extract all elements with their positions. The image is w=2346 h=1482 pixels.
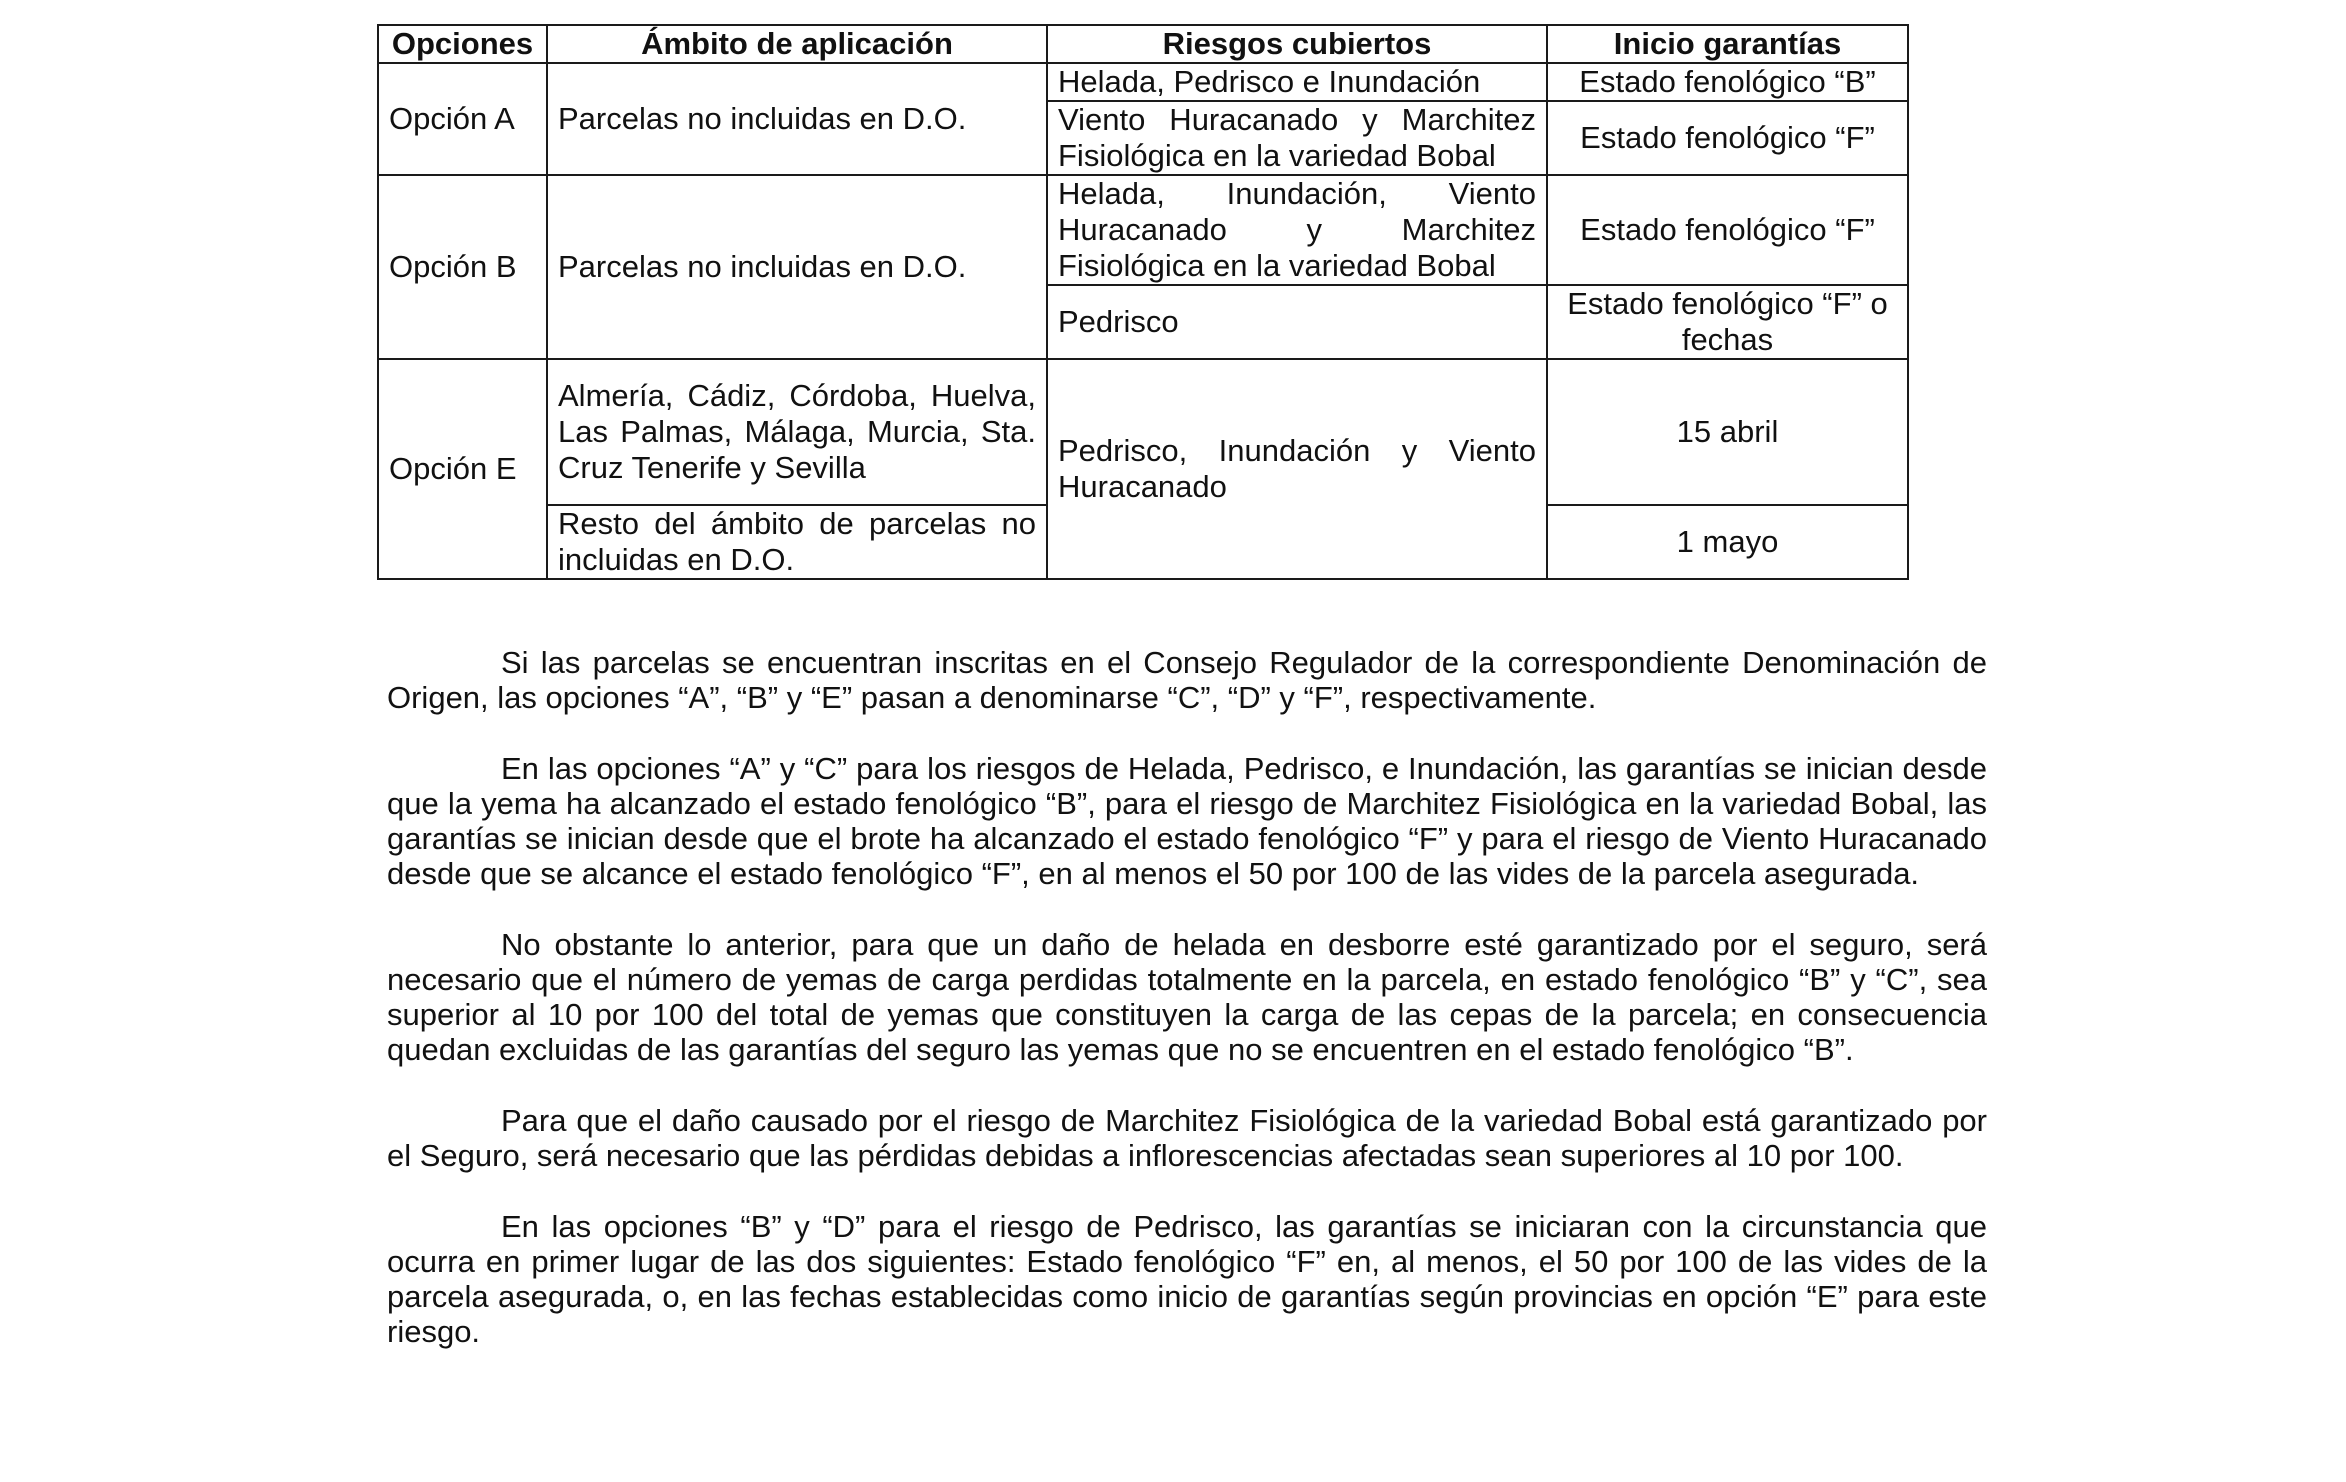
paragraph-opciones-b-d: En las opciones “B” y “D” para el riesgo de Pedrisco, las garantías se iniciaran con la circunstancia que ocurra en primer lugar de las dos siguientes: Estado fenológico “F” en, al menos, el 50 por 100 de las vides de la parcela asegurada, o, en las fechas establecidas como inicio de garantías según provincias en opción “E” para este riesgo. [387, 1209, 1987, 1349]
paragraph-denominacion: Si las parcelas se encuentran inscritas en el Consejo Regulador de la correspondiente Denominación de Origen, las opciones “A”, “B” y “E” pasan a denominarse “C”, “D” y “F”, respectivamente. [387, 645, 1987, 715]
paragraph-helada-desborre: No obstante lo anterior, para que un daño de helada en desborre esté garantizado por el seguro, será necesario que el número de yemas de carga perdidas totalmente en la parcela, en estado fenológico “B” y “C”, sea superior al 10 por 100 del total de yemas que constituyen la carga de las cepas de la parcela; en consecuencia quedan excluidas de las garantías del seguro las yemas que no se encuentren en el estado fenológico “B”. [387, 927, 1987, 1067]
option-b-inicio-2: Estado fenológico “F” o fechas [1547, 285, 1908, 359]
option-e-ambito-1: Almería, Cádiz, Córdoba, Huelva, Las Palmas, Málaga, Murcia, Sta. Cruz Tenerife y Sevilla [547, 359, 1047, 505]
option-b-inicio-1: Estado fenológico “F” [1547, 175, 1908, 285]
table-header-row [378, 25, 1908, 63]
option-b-riesgo-1: Helada, Inundación, Viento Huracanado y Marchitez Fisiológica en la variedad Bobal [1047, 175, 1547, 285]
option-a-riesgo-2: Viento Huracanado y Marchitez Fisiológica en la variedad Bobal [1047, 101, 1547, 175]
option-a-label: Opción A [378, 63, 547, 175]
header-opciones: Opciones [378, 25, 547, 63]
option-b-label: Opción B [378, 175, 547, 359]
table-row [378, 359, 1908, 505]
option-b-ambito: Parcelas no incluidas en D.O. [547, 175, 1047, 359]
option-e-inicio-1: 15 abril [1547, 359, 1908, 505]
header-ambito: Ámbito de aplicación [547, 25, 1047, 63]
table-row [378, 175, 1908, 285]
body-text [387, 645, 1987, 1385]
option-b-riesgo-2: Pedrisco [1047, 285, 1547, 359]
header-inicio: Inicio garantías [1547, 25, 1908, 63]
table-row [378, 63, 1908, 101]
option-a-inicio-1: Estado fenológico “B” [1547, 63, 1908, 101]
option-e-ambito-2: Resto del ámbito de parcelas no incluidas en D.O. [547, 505, 1047, 579]
option-a-ambito: Parcelas no incluidas en D.O. [547, 63, 1047, 175]
header-riesgos: Riesgos cubiertos [1047, 25, 1547, 63]
option-a-riesgo-1: Helada, Pedrisco e Inundación [1047, 63, 1547, 101]
option-a-inicio-2: Estado fenológico “F” [1547, 101, 1908, 175]
coverage-table [377, 24, 1909, 580]
option-e-label: Opción E [378, 359, 547, 579]
option-e-riesgo: Pedrisco, Inundación y Viento Huracanado [1047, 359, 1547, 579]
option-e-inicio-2: 1 mayo [1547, 505, 1908, 579]
paragraph-marchitez: Para que el daño causado por el riesgo de Marchitez Fisiológica de la variedad Bobal está garantizado por el Seguro, será necesario que las pérdidas debidas a inflorescencias afectadas sean superiores al 10 por 100. [387, 1103, 1987, 1173]
paragraph-opciones-a-c: En las opciones “A” y “C” para los riesgos de Helada, Pedrisco, e Inundación, las garantías se inician desde que la yema ha alcanzado el estado fenológico “B”, para el riesgo de Marchitez Fisiológica en la variedad Bobal, las garantías se inician desde que el brote ha alcanzado el estado fenológico “F” y para el riesgo de Viento Huracanado desde que se alcance el estado fenológico “F”, en al menos el 50 por 100 de las vides de la parcela asegurada. [387, 751, 1987, 891]
